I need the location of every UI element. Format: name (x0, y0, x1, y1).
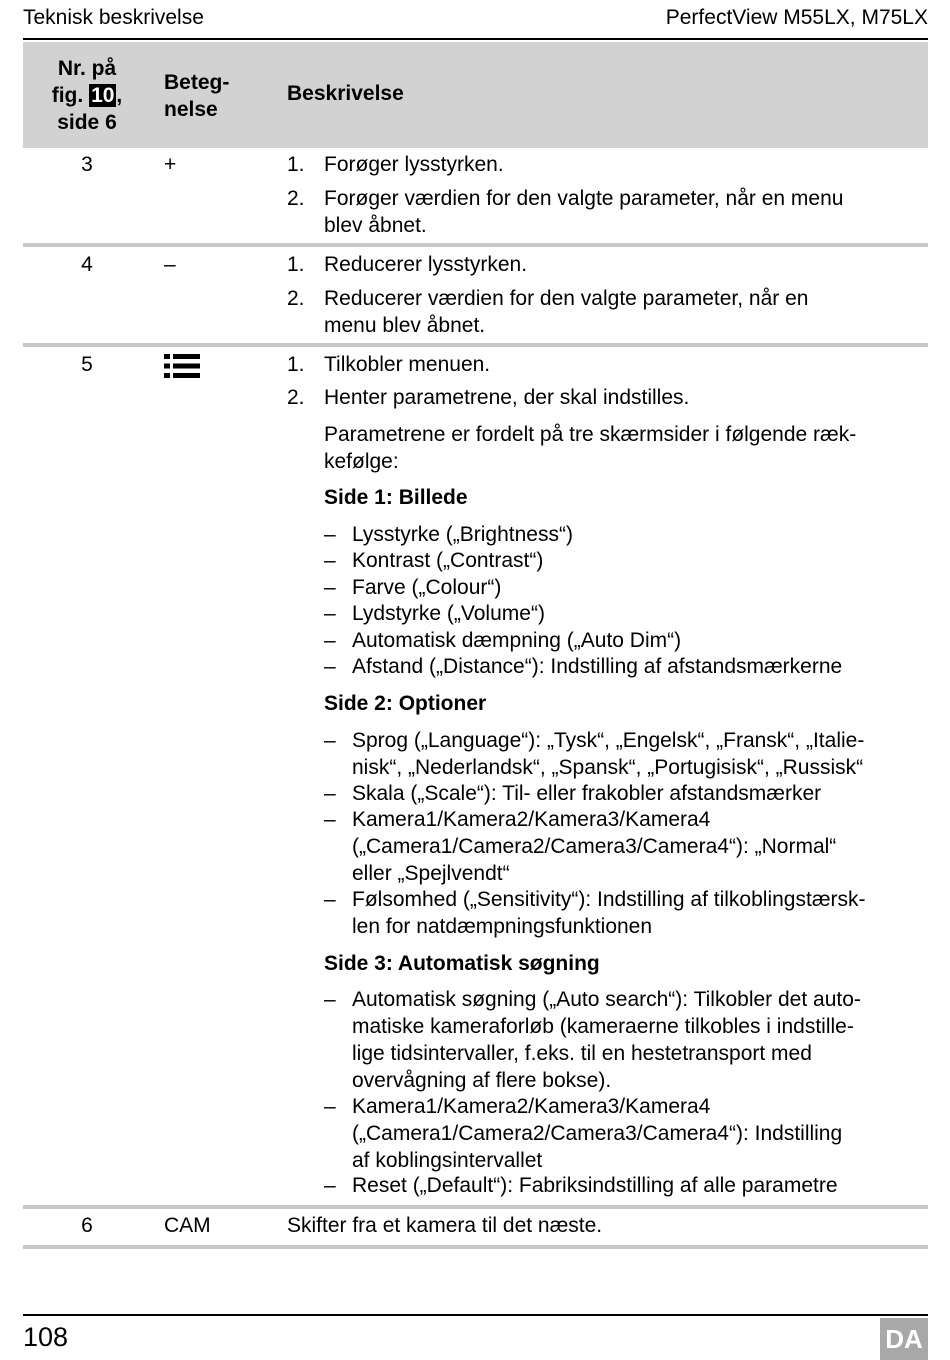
bullet-dash: – (324, 655, 336, 678)
list-item-text: Tilkobler menuen. (324, 353, 491, 376)
row-divider (23, 1205, 928, 1209)
list-number: 1. (287, 153, 305, 176)
subheading-side1: Side 1: Billede (324, 486, 468, 509)
subheading-side3: Side 3: Automatisk søgning (324, 952, 600, 975)
column-header-betegnelse: Beteg- nelse (164, 71, 230, 121)
list-number: 2. (287, 187, 305, 210)
list-menu-icon (164, 354, 200, 378)
row-divider (23, 343, 928, 347)
bullet-text: Kamera1/Kamera2/Kamera3/Kamera4 („Camera1/Camera2/Camera3/Camera4“): Indstilling af koblingsintervallet (352, 1095, 843, 1172)
bullet-dash: – (324, 1174, 336, 1197)
row-nr: 6 (81, 1214, 93, 1237)
list-number: 1. (287, 353, 305, 376)
list-item-text: Forøger værdien for den valgte parameter, når en menu blev åbnet. (324, 187, 844, 237)
figure-number-badge: 10 (91, 84, 115, 107)
bullet-dash: – (324, 782, 336, 805)
list-item-text: Reducerer værdien for den valgte parameter, når en menu blev åbnet. (324, 287, 809, 337)
bullet-dash: – (324, 1095, 336, 1118)
bullet-dash: – (324, 549, 336, 572)
list-item-text: Reducerer lysstyrken. (324, 253, 528, 276)
bullet-text: Kamera1/Kamera2/Kamera3/Kamera4 („Camera1/Camera2/Camera3/Camera4“): „Normal“ eller „Spejlvendt“ (352, 808, 837, 885)
row-nr: 4 (81, 253, 93, 276)
subheading-side2: Side 2: Optioner (324, 692, 487, 715)
list-item-text: Henter parametrene, der skal indstilles. (324, 386, 690, 409)
language-badge: DA (880, 1318, 928, 1360)
bullet-dash: – (324, 808, 336, 831)
bullet-dash: – (324, 576, 336, 599)
footer-rule (23, 1314, 928, 1316)
row-nr: 5 (81, 353, 93, 376)
bullet-text: Afstand („Distance“): Indstilling af afstandsmærkerne (352, 655, 843, 678)
bullet-dash: – (324, 523, 336, 546)
bullet-dash: – (324, 602, 336, 625)
list-number: 2. (287, 287, 305, 310)
row-betegnelse: + (164, 153, 177, 176)
table-bottom-divider (23, 1245, 928, 1249)
bullet-dash: – (324, 888, 336, 911)
column-header-nr: Nr. på fig. 10, side 6 (51, 57, 123, 134)
list-item-text: Forøger lysstyrken. (324, 153, 504, 176)
bullet-text: Skala („Scale“): Til- eller frakobler afstandsmærker (352, 782, 822, 805)
table-header (23, 42, 928, 148)
bullet-text: Lydstyrke („Volume“) (352, 602, 545, 625)
bullet-text: Sprog („Language“): „Tysk“, „Engelsk“, „Fransk“, „Italie- nisk“, „Nederlandsk“, „Spansk“, „Portugisisk“, „Russisk“ (352, 729, 865, 779)
row-description: Skifter fra et kamera til det næste. (287, 1214, 603, 1237)
column-header-beskrivelse: Beskrivelse (287, 82, 404, 105)
product-title: PerfectView M55LX, M75LX (665, 6, 928, 29)
bullet-text: Automatisk søgning („Auto search“): Tilkobler det auto- matiske kameraforløb (kameraerne tilkobles i indstille- lige tidsintervaller, f.eks. til en hestetransport med overvågning af flere bokse). (352, 988, 861, 1092)
bullet-text: Farve („Colour“) (352, 576, 502, 599)
row-betegnelse: – (164, 253, 176, 276)
bullet-text: Automatisk dæmpning („Auto Dim“) (352, 629, 682, 652)
intro-paragraph: Parametrene er fordelt på tre skærmsider i følgende ræk- kefølge: (324, 423, 857, 473)
bullet-dash: – (324, 629, 336, 652)
list-number: 1. (287, 253, 305, 276)
section-title: Teknisk beskrivelse (23, 6, 204, 29)
page-header (23, 6, 928, 40)
list-number: 2. (287, 386, 305, 409)
page-number: 108 (23, 1322, 69, 1352)
bullet-text: Kontrast („Contrast“) (352, 549, 544, 572)
bullet-text: Reset („Default“): Fabriksindstilling af alle parametre (352, 1174, 838, 1197)
row-nr: 3 (81, 153, 93, 176)
bullet-dash: – (324, 988, 336, 1011)
bullet-dash: – (324, 729, 336, 752)
row-divider (23, 243, 928, 247)
bullet-text: Følsomhed („Sensitivity“): Indstilling af tilkoblingstærsk- len for natdæmpningsfunktionen (352, 888, 866, 938)
bullet-text: Lysstyrke („Brightness“) (352, 523, 573, 546)
row-betegnelse: CAM (164, 1214, 211, 1237)
